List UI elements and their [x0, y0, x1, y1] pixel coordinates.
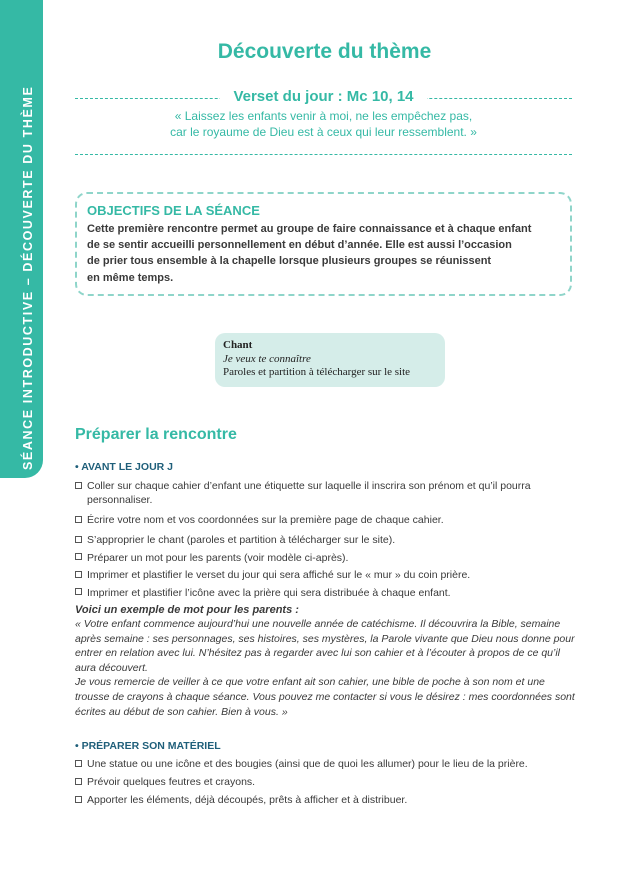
- checkbox-icon[interactable]: [75, 536, 82, 543]
- before-day-title: • AVANT LE JOUR J: [75, 461, 173, 473]
- parents-letter: [75, 603, 575, 719]
- chant-title: Chant: [223, 339, 253, 351]
- checkbox-icon[interactable]: [75, 553, 82, 560]
- checklist-item-text: Coller sur chaque cahier d’enfant une étiquette sur laquelle il inscrira son prénom et qu’il pourra personnaliser.: [87, 480, 531, 506]
- checklist-item-text: Prévoir quelques feutres et crayons.: [87, 776, 256, 788]
- checklist-item: [75, 793, 575, 807]
- page-title: Découverte du thème: [217, 40, 432, 63]
- checkbox-icon[interactable]: [75, 516, 82, 523]
- verse-title: Verset du jour : Mc 10, 14: [220, 88, 427, 105]
- material-title: • PRÉPARER SON MATÉRIEL: [75, 740, 221, 752]
- chant-note: Paroles et partition à télécharger sur le site: [223, 366, 411, 378]
- checklist-item-text: Apporter les éléments, déjà découpés, prêts à afficher et à distribuer.: [87, 794, 408, 806]
- checklist-item: [75, 757, 575, 771]
- prepare-heading: Préparer la rencontre: [75, 426, 237, 443]
- checklist-item: [75, 513, 575, 527]
- verse-line-1: « Laissez les enfants venir à moi, ne les empêchez pas,: [174, 109, 473, 123]
- verse-line-2: car le royaume de Dieu est à ceux qui leur ressemblent. »: [170, 125, 477, 139]
- objectives-line: de se sentir accueilli personnellement en début d’année. Elle est aussi l’occasion: [87, 239, 512, 252]
- verse-divider-bottom: [75, 154, 572, 155]
- objectives-title: OBJECTIFS DE LA SÉANCE: [87, 203, 260, 218]
- checkbox-icon[interactable]: [75, 482, 82, 489]
- objectives-text: [87, 221, 560, 286]
- checkbox-icon[interactable]: [75, 760, 82, 767]
- checklist-item-text: Imprimer et plastifier le verset du jour qui sera affiché sur le « mur » du coin prière.: [87, 569, 471, 581]
- checklist-item-text: S’approprier le chant (paroles et partition à télécharger sur le site).: [87, 534, 396, 546]
- chant-song: Je veux te connaître: [223, 352, 311, 365]
- checklist-item: [75, 568, 575, 582]
- chant-box: [215, 333, 445, 387]
- material-checklist: [75, 757, 575, 807]
- letter-paragraph-1: « Votre enfant commence aujourd’hui une nouvelle année de catéchisme. Il découvrira la Bible, semaine après semaine : ses personnages, ses histoires, ses mystères, la Parole vivante que Dieu nous donne pour entrer en relation avec lui. N’hésitez pas à regarder avec lui son cahier et à l’écouter à propos de ce qu’il aura découvert.: [75, 618, 575, 674]
- checklist-item: [75, 586, 575, 600]
- checkbox-icon[interactable]: [75, 778, 82, 785]
- objectives-line: de prier tous ensemble à la chapelle lorsque plusieurs groupes se réunissent: [87, 255, 492, 268]
- checkbox-icon[interactable]: [75, 588, 82, 595]
- side-tab-label: SÉANCE INTRODUCTIVE – DÉCOUVERTE DU THÈME: [21, 85, 35, 470]
- checklist-item-text: Une statue ou une icône et des bougies (ainsi que de quoi les allumer) pour le lieu de la prière.: [87, 758, 528, 770]
- checklist-item: [75, 551, 575, 565]
- checklist-item: [75, 533, 575, 547]
- before-day-checklist: [75, 479, 575, 600]
- checklist-item: [75, 479, 575, 507]
- checklist-item-text: Préparer un mot pour les parents (voir modèle ci-après).: [87, 551, 349, 564]
- checklist-item-text: Imprimer et plastifier l’icône avec la prière qui sera distribuée à chaque enfant.: [87, 586, 451, 599]
- objectives-box: [75, 192, 572, 296]
- objectives-line: en même temps.: [87, 271, 174, 284]
- checkbox-icon[interactable]: [75, 796, 82, 803]
- letter-paragraph-2: Je vous remercie de veiller à ce que votre enfant ait son cahier, une bible de poche à son nom et une trousse de crayons à chaque séance. Vous pouvez me contacter si vous le désirez : mes coordonnées sont écrites au début de son cahier. Bien à vous. »: [75, 676, 575, 718]
- checkbox-icon[interactable]: [75, 571, 82, 578]
- checklist-item: [75, 775, 575, 789]
- letter-title: Voici un exemple de mot pour les parents :: [75, 604, 299, 616]
- objectives-line: Cette première rencontre permet au groupe de faire connaissance et à chaque enfant: [87, 223, 532, 235]
- checklist-item-text: Écrire votre nom et vos coordonnées sur la première page de chaque cahier.: [87, 514, 444, 526]
